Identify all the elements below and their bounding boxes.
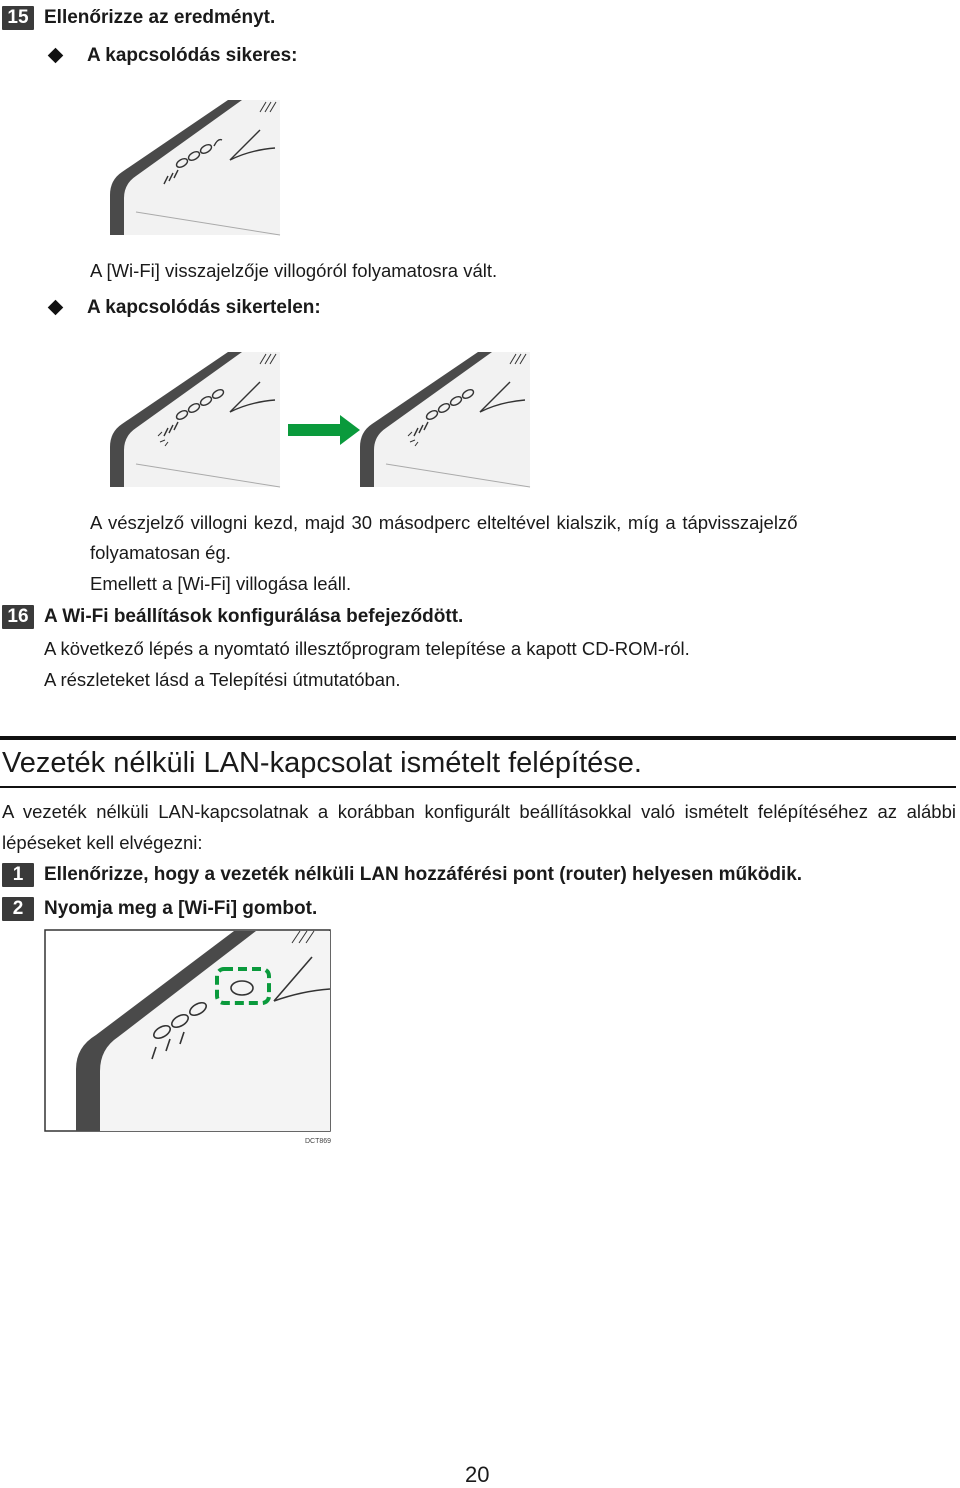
step-title: Ellenőrizze az eredményt.	[44, 7, 276, 28]
step-number-badge: 1	[2, 863, 34, 887]
step16-line1: A következő lépés a nyomtató illesztőprogram telepítése a kapott CD-ROM-ról.	[44, 638, 690, 659]
step-number-badge: 16	[2, 605, 34, 629]
arrow-right-icon	[288, 415, 362, 445]
printer-wifi-button-illustration	[44, 929, 331, 1132]
printer-panel-failure-before-illustration	[110, 352, 280, 487]
step16-line2: A részleteket lásd a Telepítési útmutatóban.	[44, 669, 401, 690]
diamond-bullet-icon	[48, 48, 64, 64]
section-divider	[0, 786, 956, 788]
step-title: A Wi-Fi beállítások konfigurálása befejeződött.	[44, 606, 464, 627]
diamond-bullet-icon	[48, 300, 64, 316]
failure-description-line3: Emellett a [Wi-Fi] villogása leáll.	[90, 573, 352, 594]
success-description: A [Wi-Fi] visszajelzője villogóról folyamatosra vált.	[90, 260, 498, 281]
section-title: Vezeték nélküli LAN-kapcsolat ismételt felépítése.	[2, 747, 642, 779]
success-heading: A kapcsolódás sikeres:	[87, 45, 298, 66]
printer-panel-failure-after-illustration	[360, 352, 530, 487]
step-title: Nyomja meg a [Wi-Fi] gombot.	[44, 898, 318, 919]
step-number-badge: 15	[2, 6, 34, 30]
figure-code: DCT869	[305, 1138, 332, 1145]
step-title: Ellenőrizze, hogy a vezeték nélküli LAN hozzáférési pont (router) helyesen működik.	[44, 864, 803, 885]
section-divider	[0, 736, 956, 740]
failure-description-line2: folyamatosan ég.	[90, 542, 231, 563]
step-number-badge: 2	[2, 897, 34, 921]
printer-panel-success-illustration	[110, 100, 280, 235]
failure-heading: A kapcsolódás sikertelen:	[87, 297, 321, 318]
page-number: 20	[465, 1462, 490, 1487]
section-intro: A vezeték nélküli LAN-kapcsolatnak a korábban konfigurált beállításokkal való ismételt felépítéséhez az alábbi lépéseket kell elvégezni:	[2, 801, 956, 853]
failure-description-line1: A vészjelző villogni kezd, majd 30 másodperc elteltével kialszik, míg a tápvisszajelző	[90, 512, 798, 533]
